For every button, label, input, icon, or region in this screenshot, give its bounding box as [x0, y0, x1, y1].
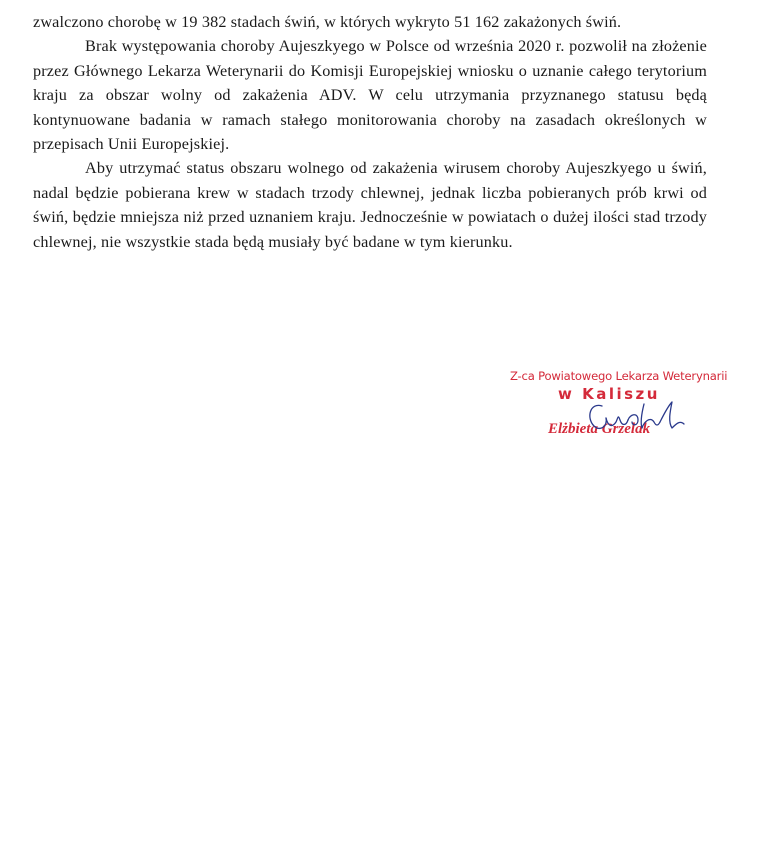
paragraph-2: Brak występowania choroby Aujeszkyego w Polsce od września 2020 r. pozwolił na złożenie przez Głównego Lekarza Weterynarii do Komisji Europejskiej wniosku o uznanie całego terytorium kraju za obszar wolny od zakażenia ADV. W celu utrzymania przyznanego statusu będą kontynuowane badania w ramach stałego monitorowania choroby na zasadach określonych w przepisach Unii Europejskiej.	[33, 37, 707, 154]
paragraph-3: Aby utrzymać status obszaru wolnego od zakażenia wirusem choroby Aujeszkyego u świń, nadal będzie pobierana krew w stadach trzody chlewnej, jednak liczba pobieranych prób krwi od świń, będzie mniejsza niż przed uznaniem kraju. Jednocześnie w powiatach o dużej ilości stad trzody chlewnej, nie wszystkie stada będą musiały być badane w tym kierunku.	[33, 159, 707, 251]
stamp-name: Elżbieta Grzelak	[548, 421, 651, 437]
handwritten-signature	[582, 392, 692, 442]
signature-stroke	[660, 402, 684, 428]
signature-stroke	[628, 415, 638, 425]
signature-stroke	[590, 405, 606, 428]
paragraph-1: zwalczono chorobę w 19 382 stadach świń, w których wykryto 51 162 zakażonych świń.	[33, 13, 622, 31]
stamp-location: w Kaliszu	[558, 385, 660, 403]
signature-stroke	[641, 404, 660, 428]
signature-stroke	[606, 417, 628, 426]
document-body	[33, 10, 707, 254]
stamp-title: Z-ca Powiatowego Lekarza Weterynarii	[510, 369, 728, 383]
